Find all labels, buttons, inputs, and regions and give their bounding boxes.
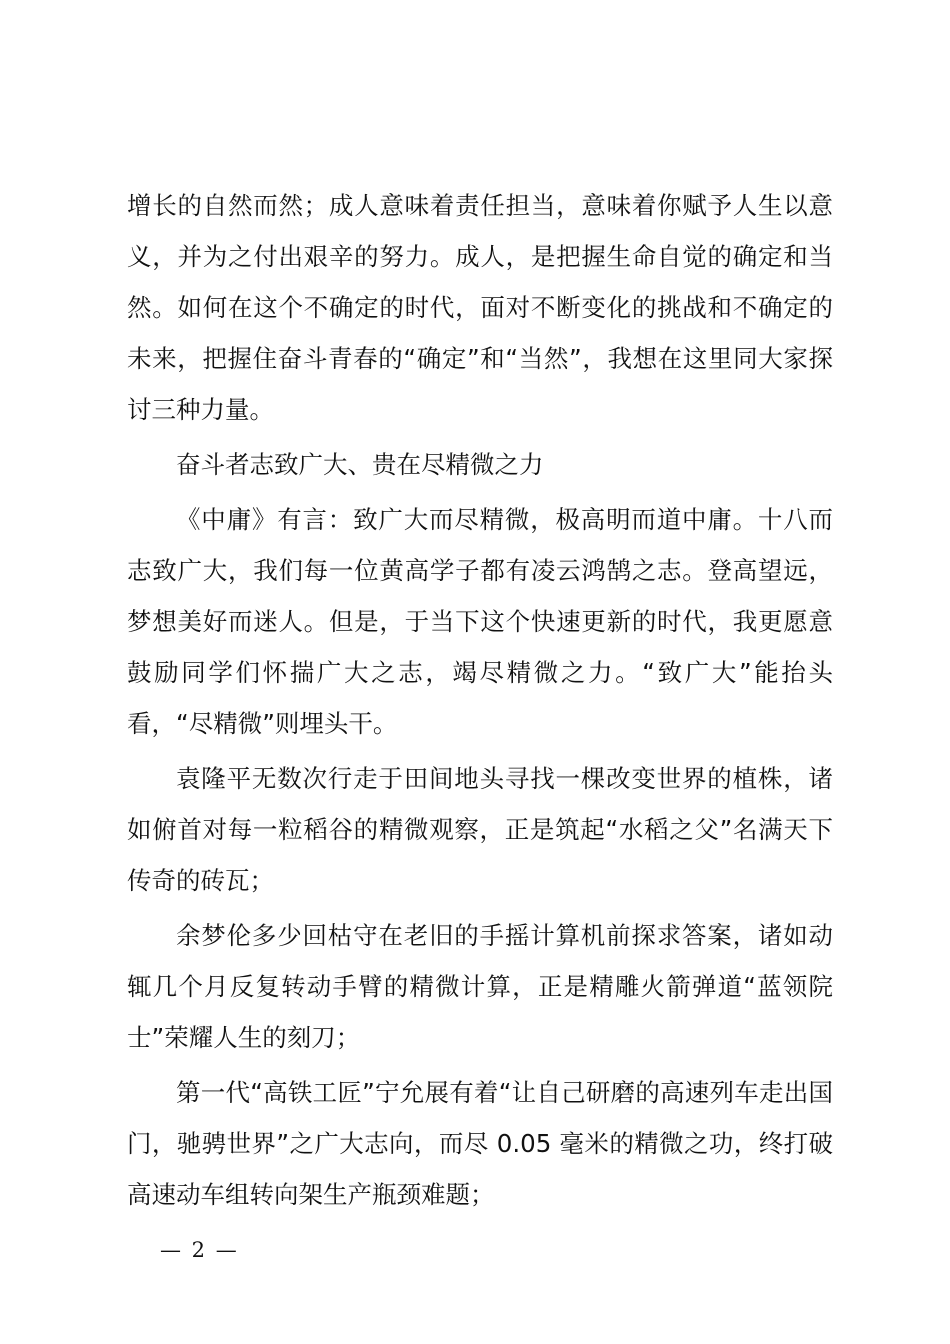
document-body [127,180,833,1220]
page-number: — 2 — [160,1238,239,1262]
section-heading: 奋斗者志致广大、贵在尽精微之力 [176,450,544,479]
paragraph-zhongyong: 《中庸》有言：致广大而尽精微，极高明而道中庸。十八而志致广大，我们每一位黄高学子都有凌云鸿鹄之志。登高望远，梦想美好而迷人。但是，于当下这个快速更新的时代，我更愿意鼓励同学们怀揣广大之志，竭尽精微之力。“致广大”能抬头看，“尽精微”则埋头干。 [127,505,833,738]
paragraph-continuation: 增长的自然而然；成人意味着责任担当，意味着你赋予人生以意义，并为之付出艰辛的努力。成人，是把握生命自觉的确定和当然。如何在这个不确定的时代，面对不断变化的挑战和不确定的未来，把握住奋斗青春的“确定”和“当然”，我想在这里同大家探讨三种力量。 [127,191,833,424]
paragraph-ning-yunzhan: 第一代“高铁工匠”宁允展有着“让自己研磨的高速列车走出国门，驰骋世界”之广大志向，而尽 0.05 毫米的精微之功，终打破高速动车组转向架生产瓶颈难题； [127,1078,833,1209]
paragraph-yu-menglun: 余梦伦多少回枯守在老旧的手摇计算机前探求答案，诸如动辄几个月反复转动手臂的精微计算，正是精雕火箭弹道“蓝领院士”荣耀人生的刻刀； [127,921,833,1052]
paragraph-yuan-longping: 袁隆平无数次行走于田间地头寻找一棵改变世界的植株，诸如俯首对每一粒稻谷的精微观察，正是筑起“水稻之父”名满天下传奇的砖瓦； [127,764,833,895]
